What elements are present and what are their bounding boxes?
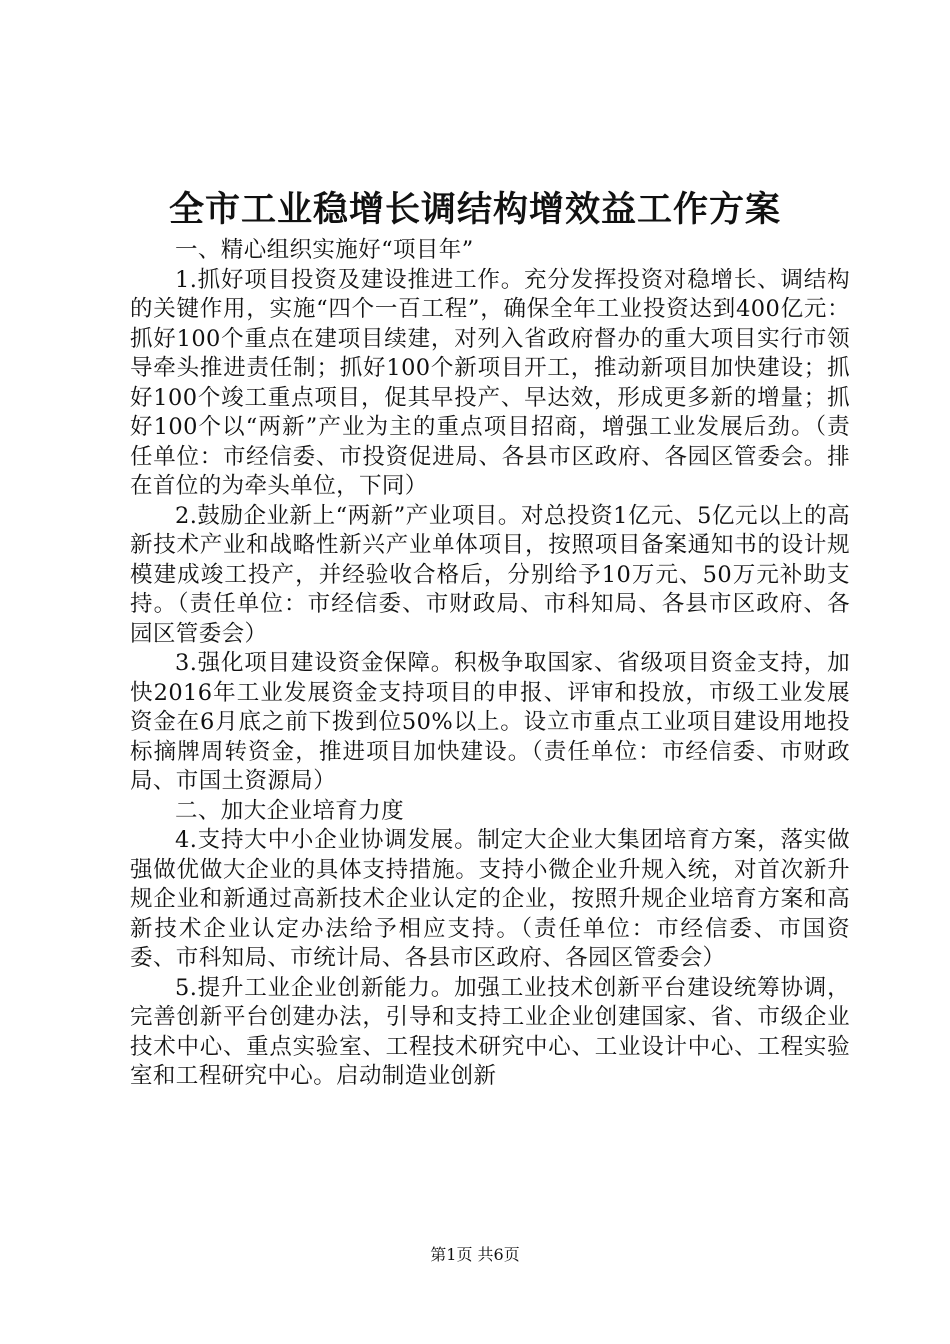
section-heading: 一、精心组织实施好“项目年” xyxy=(175,237,474,263)
document-title: 全市工业稳增长调结构增效益工作方案 xyxy=(168,190,781,230)
document-body xyxy=(130,236,850,1092)
paragraph: 4.支持大中小企业协调发展。制定大企业大集团培育方案，落实做强做优做大企业的具体支持措施。支持小微企业升规入统，对首次新升规企业和新通过高新技术企业认定的企业，按照升规企业培育方案和高新技术企业认定办法给予相应支持。（责任单位：市经信委、市国资委、市科知局、市统计局、各县市区政府、各园区管委会） xyxy=(130,827,850,971)
section-heading: 二、加大企业培育力度 xyxy=(175,797,405,824)
paragraph: 1.抓好项目投资及建设推进工作。充分发挥投资对稳增长、调结构的关键作用，实施“四个一百工程”，确保全年工业投资达到400亿元：抓好100个重点在建项目续建，对列入省政府督办的重大项目实行市领导牵头推进责任制；抓好100个新项目开工，推动新项目加快建设；抓好100个竣工重点项目，促其早投产、早达效，形成更多新的增量；抓好100个以“两新”产业为主的重点项目招商，增强工业发展后劲。（责任单位：市经信委、市投资促进局、各县市区政府、各园区管委会。排在首位的为牵头单位，下同） xyxy=(130,266,850,499)
paragraph: 3.强化项目建设资金保障。积极争取国家、省级项目资金支持，加快2016年工业发展资金支持项目的申报、评审和投放，市级工业发展资金在6月底之前下拨到位50%以上。设立市重点工业项目建设用地投标摘牌周转资金，推进项目加快建设。（责任单位：市经信委、市财政局、市国土资源局） xyxy=(130,650,850,794)
paragraph: 5.提升工业企业创新能力。加强工业技术创新平台建设统筹协调，完善创新平台创建办法，引导和支持工业企业创建国家、省、市级企业技术中心、重点实验室、工程技术研究中心、工业设计中心、工程实验室和工程研究中心。启动制造业创新 xyxy=(130,974,850,1089)
paragraph: 2.鼓励企业新上“两新”产业项目。对总投资1亿元、5亿元以上的高新技术产业和战略性新兴产业单体项目，按照项目备案通知书的设计规模建成竣工投产，并经验收合格后，分别给予10万元、50万元补助支持。（责任单位：市经信委、市财政局、市科知局、各县市区政府、各园区管委会） xyxy=(130,502,850,647)
page-footer: 第1页 共6页 xyxy=(430,1245,520,1264)
